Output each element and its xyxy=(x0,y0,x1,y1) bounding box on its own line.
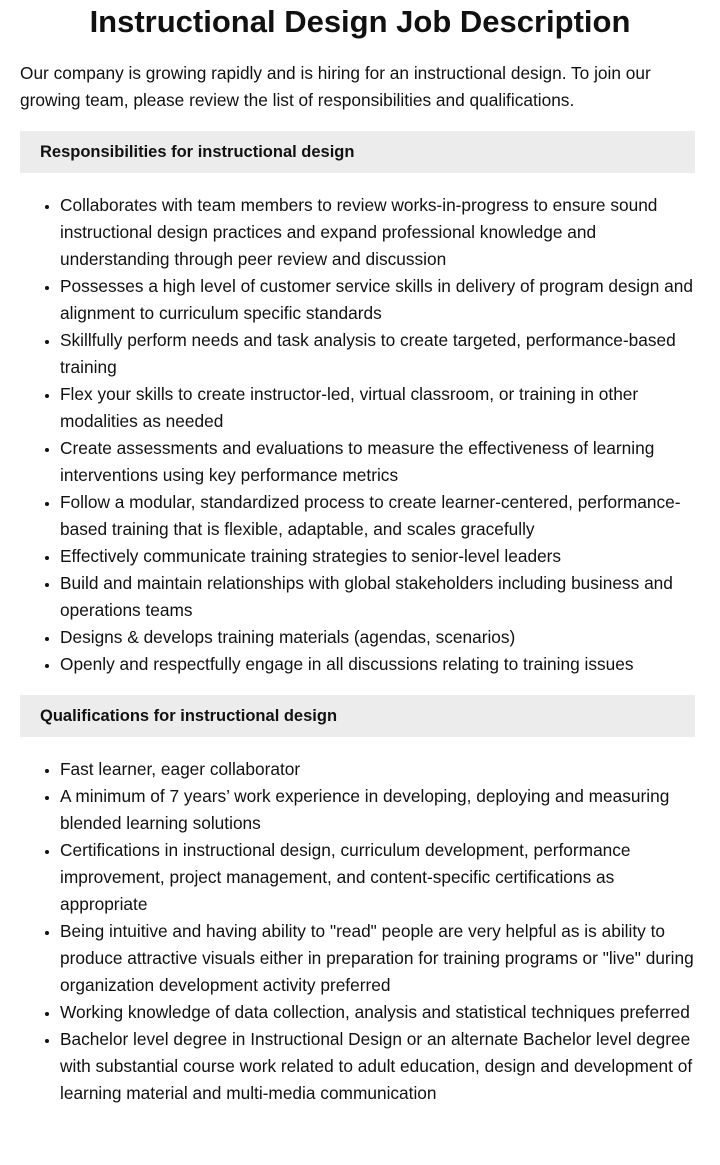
list-item: • Build and maintain relationships with global stakeholders including business and operations teams xyxy=(60,570,696,624)
list-item: • Create assessments and evaluations to measure the effectiveness of learning interventions using key performance metrics xyxy=(60,435,696,489)
list-item: • Possesses a high level of customer service skills in delivery of program design and alignment to curriculum specific standards xyxy=(60,273,696,327)
list-item: • Effectively communicate training strategies to senior-level leaders xyxy=(60,543,696,570)
qualifications-list xyxy=(0,756,696,1107)
list-item: • Skillfully perform needs and task analysis to create targeted, performance-based training xyxy=(60,327,696,381)
list-item: • Certifications in instructional design, curriculum development, performance improvement, project management, and content-specific certifications as appropriate xyxy=(60,837,696,918)
list-item: • A minimum of 7 years’ work experience in developing, deploying and measuring blended learning solutions xyxy=(60,783,696,837)
list-item: • Follow a modular, standardized process to create learner-centered, performance-based training that is flexible, adaptable, and scales gracefully xyxy=(60,489,696,543)
list-item: • Collaborates with team members to review works-in-progress to ensure sound instructional design practices and expand professional knowledge and understanding through peer review and discussion xyxy=(60,192,696,273)
list-item: • Bachelor level degree in Instructional Design or an alternate Bachelor level degree with substantial course work related to adult education, design and development of learning material and multi-media communication xyxy=(60,1026,696,1107)
qualifications-heading: Qualifications for instructional design xyxy=(20,695,695,737)
responsibilities-heading: Responsibilities for instructional design xyxy=(20,131,695,173)
page-title: Instructional Design Job Description xyxy=(89,4,631,39)
intro-paragraph: Our company is growing rapidly and is hiring for an instructional design. To join our growing team, please review the list of responsibilities and qualifications. xyxy=(20,63,651,110)
list-item: • Designs & develops training materials (agendas, scenarios) xyxy=(60,624,696,651)
list-item: • Flex your skills to create instructor-led, virtual classroom, or training in other modalities as needed xyxy=(60,381,696,435)
list-item: • Being intuitive and having ability to "read" people are very helpful as is ability to produce attractive visuals either in preparation for training programs or "live" during organization development activity preferred xyxy=(60,918,696,999)
responsibilities-list xyxy=(0,192,696,678)
list-item: • Fast learner, eager collaborator xyxy=(60,756,696,783)
list-item: • Openly and respectfully engage in all discussions relating to training issues xyxy=(60,651,696,678)
list-item: • Working knowledge of data collection, analysis and statistical techniques preferred xyxy=(60,999,696,1026)
